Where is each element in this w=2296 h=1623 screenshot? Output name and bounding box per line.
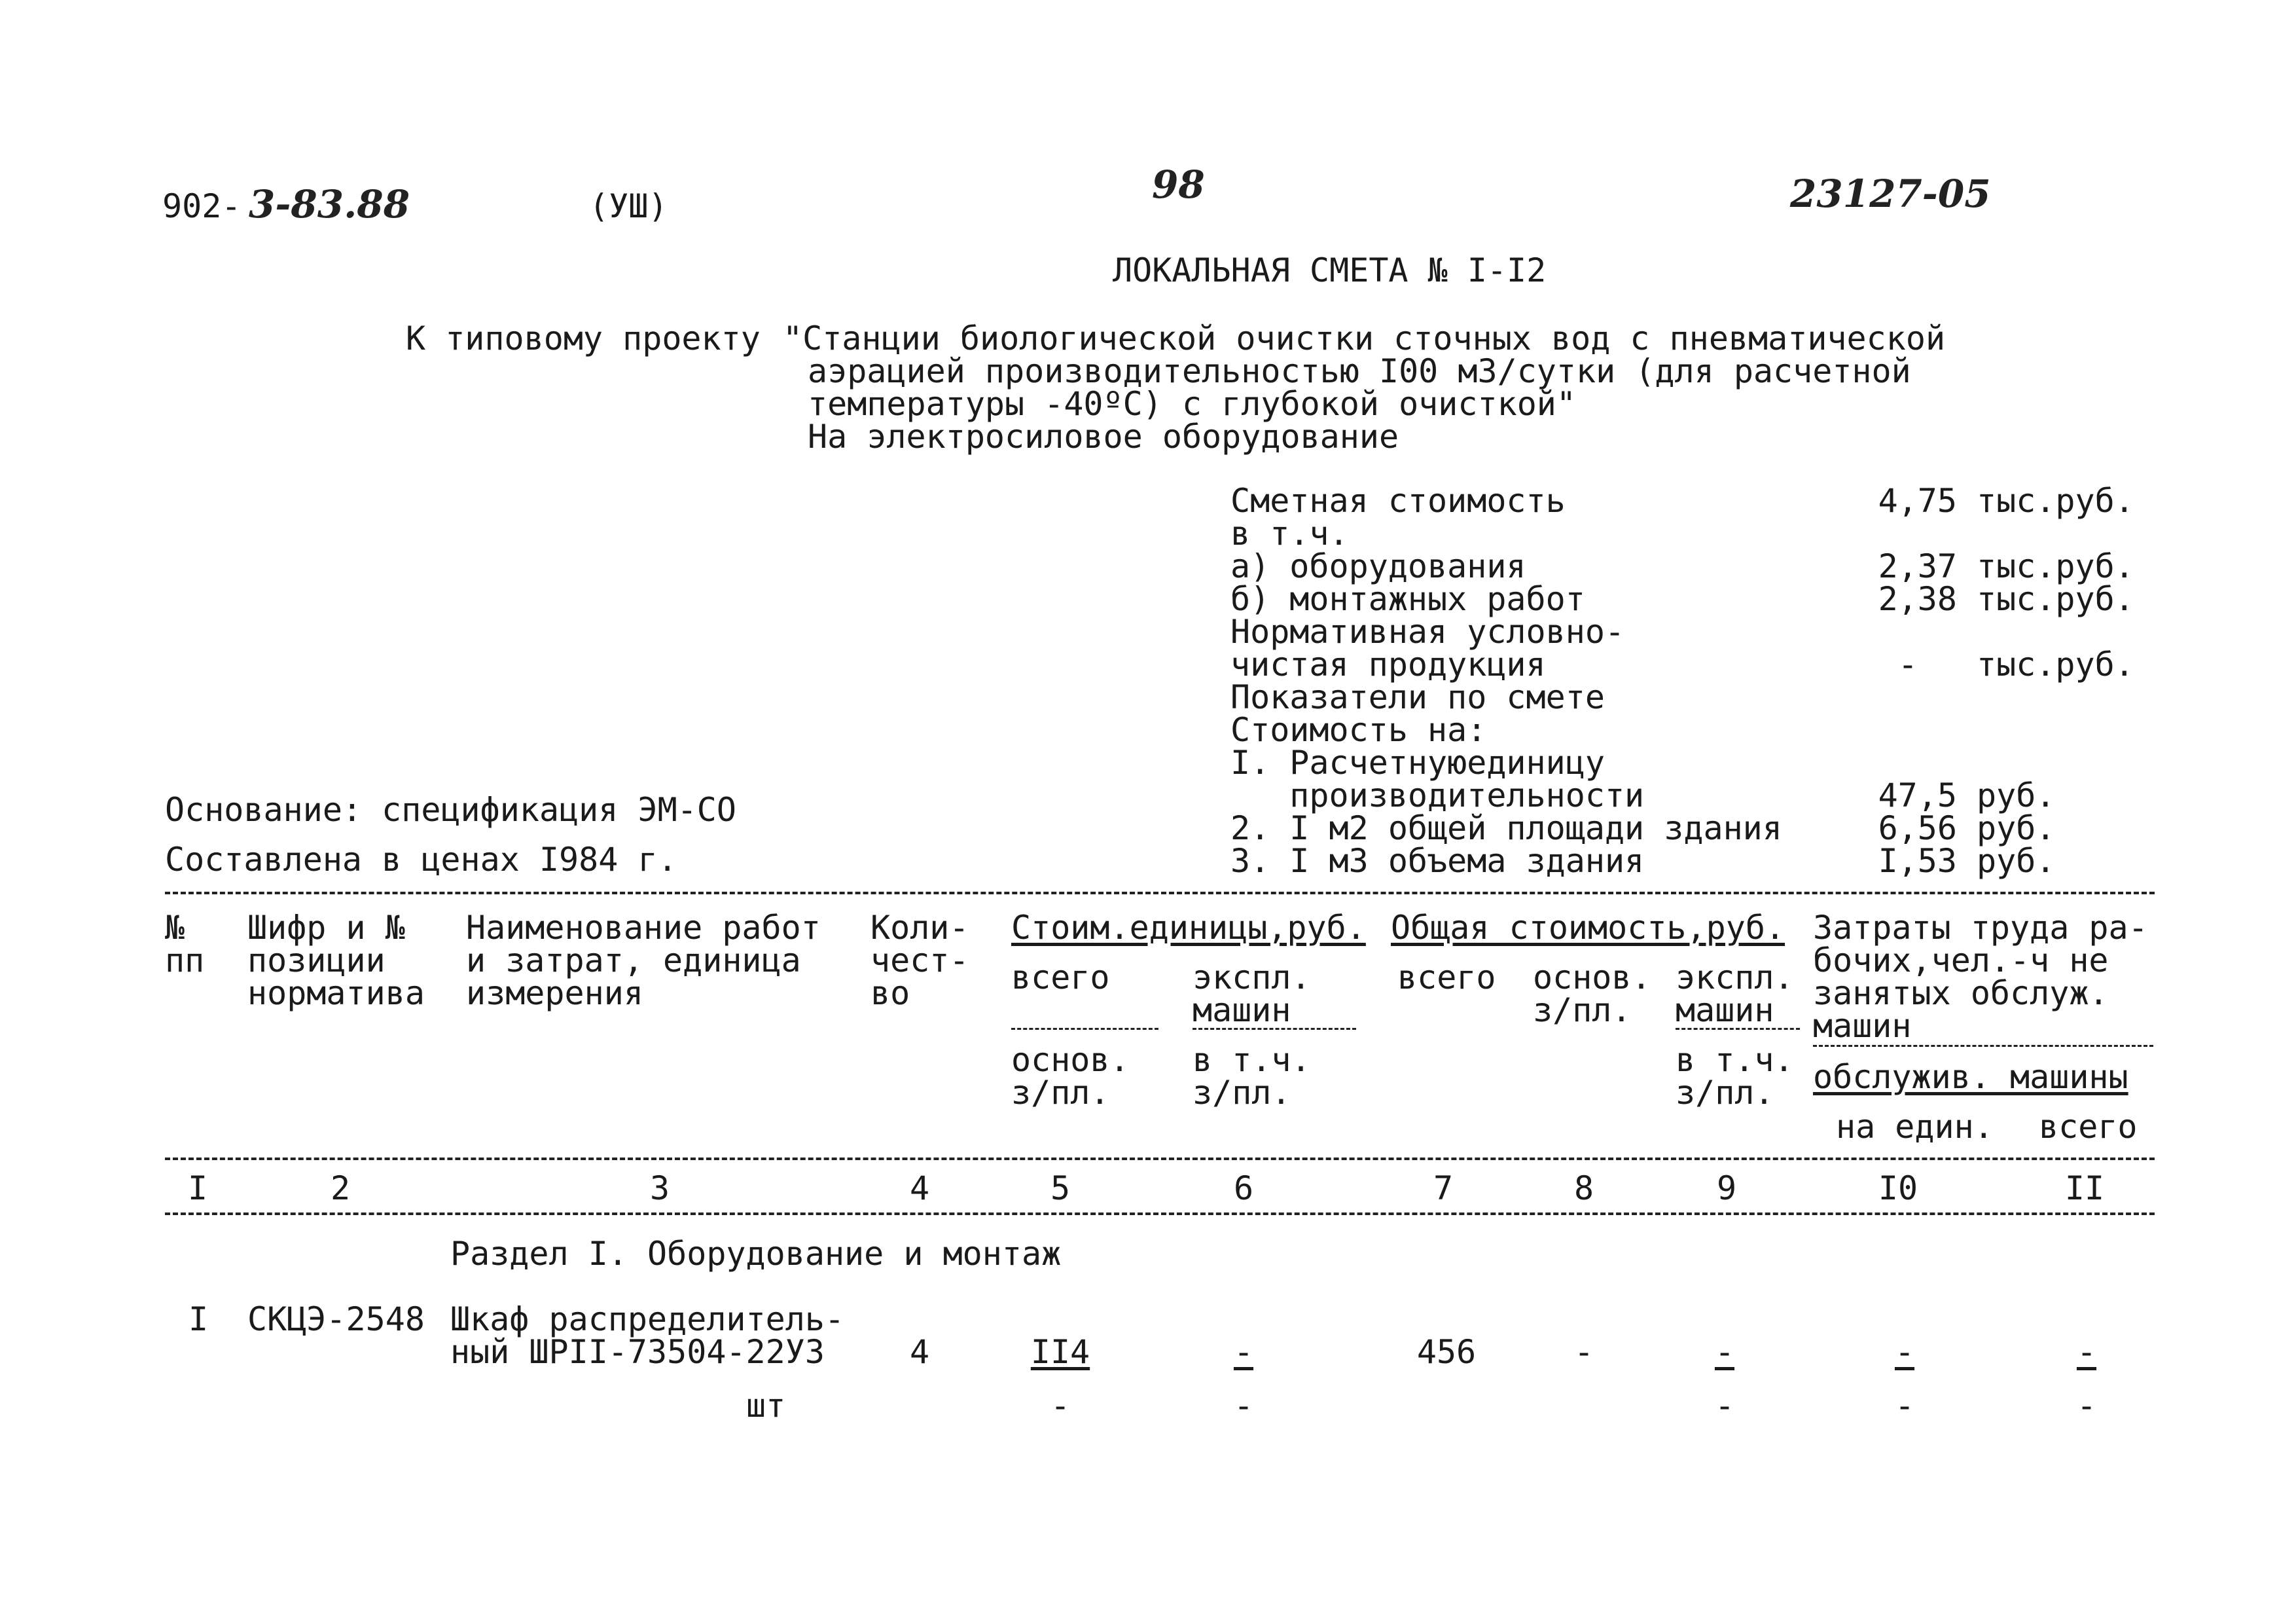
header-col-11: всего bbox=[2039, 1108, 2138, 1146]
summary-label: Сметная стоимость bbox=[1230, 482, 1566, 520]
summary-label: производительности bbox=[1230, 776, 1645, 814]
table-top-rule bbox=[165, 892, 2155, 894]
header-service: обслужив. машины bbox=[1813, 1058, 2128, 1096]
summary-unit: тыс.руб. bbox=[1977, 646, 2134, 684]
archive-number: 23127-05 bbox=[1790, 172, 1991, 216]
doc-code-handwritten: 3-83.88 bbox=[249, 182, 410, 227]
summary-unit: руб. bbox=[1977, 842, 2056, 880]
header-col-9b: в т.ч. з/пл. bbox=[1676, 1041, 1794, 1112]
doc-code-printed: 902- bbox=[162, 187, 242, 225]
summary-value: I,53 bbox=[1878, 842, 1957, 880]
row-unit-cost-total: II4 bbox=[1030, 1333, 1090, 1371]
header-rule bbox=[1193, 1028, 1356, 1030]
summary-value: - bbox=[1897, 646, 1918, 684]
header-unit-cost: Стоим.единицы,руб. bbox=[1011, 909, 1366, 947]
column-number: 7 bbox=[1433, 1169, 1454, 1207]
project-line-3: температуры -40ºС) с глубокой очисткой" bbox=[808, 385, 1576, 423]
header-col-8: основ. з/пл. bbox=[1533, 958, 1651, 1029]
summary-label: 2. I м2 общей площади здания bbox=[1230, 809, 1782, 847]
project-line-1: "Станции биологической очистки сточных вод с пневматической bbox=[783, 319, 1946, 357]
summary-unit: тыс.руб. bbox=[1977, 580, 2134, 618]
header-col-5: всего bbox=[1011, 958, 1110, 996]
header-rule bbox=[1813, 1045, 2153, 1047]
row-total-base-salary: - bbox=[1573, 1333, 1594, 1371]
row-unit-cost-machines: - bbox=[1233, 1333, 1254, 1371]
column-numbers-rule bbox=[165, 1213, 2155, 1215]
header-col-code: Шифр и № позиции норматива bbox=[247, 909, 425, 1012]
summary-label: а) оборудования bbox=[1230, 547, 1526, 585]
header-rule bbox=[1011, 1028, 1158, 1030]
row-total-cost: 456 bbox=[1416, 1333, 1477, 1371]
column-number: I bbox=[187, 1169, 208, 1207]
summary-label: б) монтажных работ bbox=[1230, 580, 1585, 618]
column-number: 5 bbox=[1050, 1169, 1071, 1207]
project-line-2: аэрацией производительностью I00 м3/сутки (для расчетной bbox=[808, 352, 1911, 390]
summary-unit: тыс.руб. bbox=[1977, 547, 2134, 585]
header-labor: Затраты труда ра- бочих,чел.-ч не занятых обслуж. машин bbox=[1813, 909, 2148, 1045]
header-col-10: на един. bbox=[1836, 1108, 1994, 1146]
summary-value: 47,5 bbox=[1878, 776, 1957, 814]
header-col-name: Наименование работ и затрат, единица измерения bbox=[466, 909, 821, 1012]
column-number: 3 bbox=[649, 1169, 670, 1207]
row-labor-total: - bbox=[2076, 1333, 2097, 1371]
summary-label: Нормативная условно- bbox=[1230, 613, 1625, 651]
page-number: 98 bbox=[1152, 162, 1205, 207]
column-number: II bbox=[2064, 1169, 2105, 1207]
project-prefix: К типовому проекту bbox=[406, 319, 761, 357]
table-header-rule bbox=[165, 1158, 2155, 1160]
row-service-unit: - bbox=[1894, 1387, 1915, 1425]
header-col-5b: основ. з/пл. bbox=[1011, 1041, 1130, 1112]
row-name: Шкаф распределитель- ный ШРII-73504-22УЗ bbox=[450, 1300, 845, 1371]
summary-unit: тыс.руб. bbox=[1977, 482, 2134, 520]
basis-prices: Составлена в ценах I984 г. bbox=[165, 841, 677, 879]
column-number: 6 bbox=[1233, 1169, 1254, 1207]
summary-label: Показатели по смете bbox=[1230, 678, 1605, 716]
summary-value: 6,56 bbox=[1878, 809, 1957, 847]
page-title: ЛОКАЛЬНАЯ СМЕТА № I-I2 bbox=[1113, 251, 1547, 289]
summary-label: 3. I м3 объема здания bbox=[1230, 842, 1645, 880]
column-number: I0 bbox=[1878, 1169, 1918, 1207]
row-code: СКЦЭ-2548 bbox=[247, 1300, 425, 1338]
row-qty: 4 bbox=[910, 1333, 930, 1371]
column-number: 8 bbox=[1573, 1169, 1594, 1207]
column-number: 9 bbox=[1716, 1169, 1737, 1207]
summary-label: Стоимость на: bbox=[1230, 711, 1487, 749]
header-total-cost: Общая стоимость,руб. bbox=[1391, 909, 1785, 947]
row-total-machines: - bbox=[1714, 1333, 1735, 1371]
volume-label: (УШ) bbox=[589, 187, 668, 225]
summary-label: чистая продукция bbox=[1230, 646, 1546, 684]
header-col-6b: в т.ч. з/пл. bbox=[1193, 1041, 1311, 1112]
row-unit: шт bbox=[746, 1387, 786, 1425]
header-col-6: экспл. машин bbox=[1193, 958, 1311, 1029]
header-col-qty: Коли- чест- во bbox=[870, 909, 969, 1012]
summary-label: в т.ч. bbox=[1230, 515, 1349, 553]
header-col-9: экспл. машин bbox=[1676, 958, 1794, 1029]
row-num: I bbox=[188, 1300, 209, 1338]
header-rule bbox=[1676, 1028, 1800, 1030]
summary-unit: руб. bbox=[1977, 776, 2056, 814]
section-title: Раздел I. Оборудование и монтаж bbox=[450, 1235, 1062, 1273]
row-total-machine-salary: - bbox=[1714, 1387, 1735, 1425]
summary-label: I. Расчетнуюединицу bbox=[1230, 744, 1605, 782]
summary-value: 2,37 bbox=[1878, 547, 1957, 585]
row-machine-salary: - bbox=[1233, 1387, 1254, 1425]
summary-value: 2,38 bbox=[1878, 580, 1957, 618]
summary-value: 4,75 bbox=[1878, 482, 1957, 520]
row-base-salary: - bbox=[1050, 1387, 1071, 1425]
column-number: 4 bbox=[909, 1169, 930, 1207]
row-labor-unit: - bbox=[1894, 1333, 1915, 1371]
basis-spec: Основание: спецификация ЭМ-СО bbox=[165, 791, 736, 829]
header-col-num: № пп bbox=[165, 909, 205, 979]
summary-unit: руб. bbox=[1977, 809, 2056, 847]
header-col-7: всего bbox=[1397, 958, 1496, 996]
project-line-4: На электросиловое оборудование bbox=[808, 418, 1399, 456]
row-service-total: - bbox=[2076, 1387, 2097, 1425]
column-number: 2 bbox=[330, 1169, 351, 1207]
